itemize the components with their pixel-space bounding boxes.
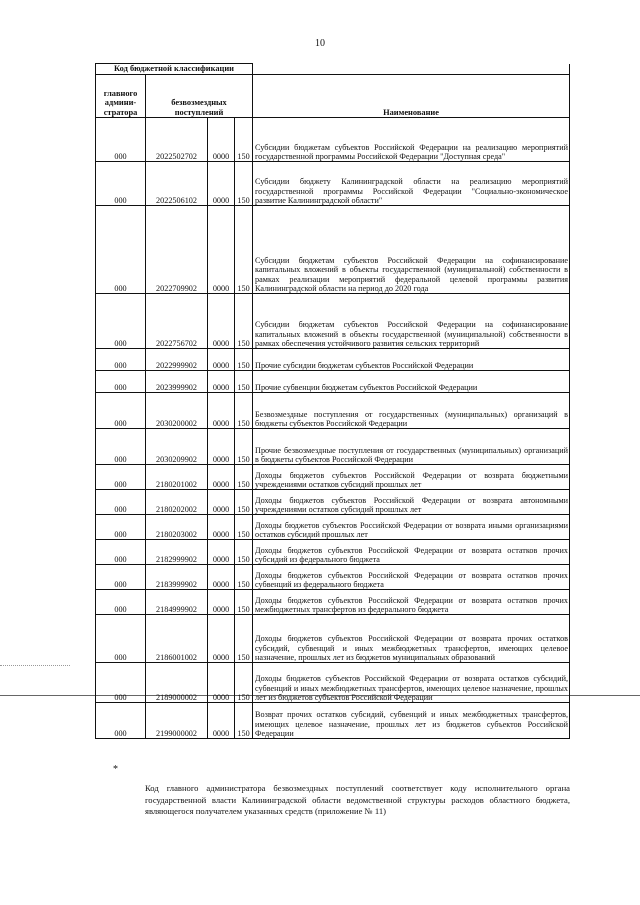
cell-receipt-code: 2182999902 [146,540,208,565]
cell-subtype-code: 0000 [208,663,235,703]
cell-kosgu-code: 150 [235,703,253,739]
cell-name: Доходы бюджетов субъектов Российской Федерации от возврата прочих остатков субсидий, субвенций и иных межбюджетных трансфертов, имеющих целевое назначение, прошлых лет из бюджетов муниципальных образований [253,615,570,663]
table-row [96,663,570,703]
cell-subtype-code: 0000 [208,540,235,565]
cell-subtype-code: 0000 [208,206,235,294]
cell-name: Доходы бюджетов субъектов Российской Федерации от возврата автономными учреждениями остатков субсидий прошлых лет [253,490,570,515]
cell-admin-code: 000 [96,540,146,565]
cell-admin-code: 000 [96,294,146,349]
cell-name: Безвозмездные поступления от государственных (муниципальных) организаций в бюджеты субъектов Российской Федерации [253,393,570,429]
table-row [96,540,570,565]
cell-subtype-code: 0000 [208,590,235,615]
cell-receipt-code: 2023999902 [146,371,208,393]
col-header-name: Наименование [253,75,570,118]
header-spacer [253,64,570,75]
cell-kosgu-code: 150 [235,590,253,615]
cell-subtype-code: 0000 [208,371,235,393]
cell-receipt-code: 2186001002 [146,615,208,663]
cell-kosgu-code: 150 [235,515,253,540]
cell-subtype-code: 0000 [208,162,235,206]
cell-kosgu-code: 150 [235,371,253,393]
table-row [96,294,570,349]
table-row [96,371,570,393]
cell-kosgu-code: 150 [235,565,253,590]
cell-name: Доходы бюджетов субъектов Российской Федерации от возврата иными организациями остатков субсидий прошлых лет [253,515,570,540]
cell-name: Возврат прочих остатков субсидий, субвенций и иных межбюджетных трансфертов, имеющих целевое назначение, прошлых лет из бюджетов субъектов Российской Федерации [253,703,570,739]
table-row [96,590,570,615]
cell-subtype-code: 0000 [208,565,235,590]
cell-kosgu-code: 150 [235,465,253,490]
cell-receipt-code: 2180203002 [146,515,208,540]
cell-receipt-code: 2189000002 [146,663,208,703]
table-row [96,465,570,490]
cell-name: Прочие субвенции бюджетам субъектов Российской Федерации [253,371,570,393]
cell-admin-code: 000 [96,490,146,515]
cell-admin-code: 000 [96,515,146,540]
cell-name: Прочие субсидии бюджетам субъектов Российской Федерации [253,349,570,371]
cell-receipt-code: 2022756702 [146,294,208,349]
cell-receipt-code: 2022502702 [146,118,208,162]
table-row [96,515,570,540]
table-row [96,162,570,206]
cell-receipt-code: 2022506102 [146,162,208,206]
cell-receipt-code: 2030209902 [146,429,208,465]
cell-admin-code: 000 [96,565,146,590]
cell-receipt-code: 2199000002 [146,703,208,739]
cell-subtype-code: 0000 [208,615,235,663]
cell-admin-code: 000 [96,162,146,206]
cell-name: Доходы бюджетов субъектов Российской Федерации от возврата бюджетными учреждениями остатков субсидий прошлых лет [253,465,570,490]
cell-receipt-code: 2030200002 [146,393,208,429]
cell-receipt-code: 2183999902 [146,565,208,590]
cell-admin-code: 000 [96,663,146,703]
cell-name: Доходы бюджетов субъектов Российской Федерации от возврата остатков прочих субвенций из федерального бюджета [253,565,570,590]
cell-receipt-code: 2184999902 [146,590,208,615]
cell-admin-code: 000 [96,349,146,371]
budget-classification-table [95,63,570,739]
cell-kosgu-code: 150 [235,206,253,294]
table-row [96,118,570,162]
cell-admin-code: 000 [96,590,146,615]
footnote-mark: * [113,764,118,775]
cell-name: Доходы бюджетов субъектов Российской Федерации от возврата остатков субсидий, субвенций и иных межбюджетных трансфертов, имеющих целевое назначение, прошлых лет из бюджетов субъектов Российской Федерации [253,663,570,703]
cell-name: Субсидии бюджету Калининградской области на реализацию мероприятий государственной программы Российской Федерации "Социально-экономическое развитие Калининградской области" [253,162,570,206]
cell-name: Прочие безвозмездные поступления от государственных (муниципальных) организаций в бюджеты субъектов Российской Федерации [253,429,570,465]
col-header-receipts: безвозмездных поступлений [146,75,253,118]
col-header-admin: главного админи-стратора [96,75,146,118]
table-row [96,206,570,294]
cell-admin-code: 000 [96,465,146,490]
table-row [96,565,570,590]
cell-receipt-code: 2022709902 [146,206,208,294]
cell-kosgu-code: 150 [235,490,253,515]
cell-receipt-code: 2180201002 [146,465,208,490]
cell-receipt-code: 2022999902 [146,349,208,371]
cell-name: Субсидии бюджетам субъектов Российской Федерации на софинансирование капитальных вложений в объекты государственной (муниципальной) собственности в рамках реализации мероприятий федеральной целевой программы развития Калининградской области на период до 2020 года [253,206,570,294]
cell-subtype-code: 0000 [208,490,235,515]
cell-kosgu-code: 150 [235,118,253,162]
budget-classification-table-wrap [95,63,569,739]
table-row [96,393,570,429]
table-row [96,429,570,465]
footnote-text: Код главного администратора безвозмездных поступлений соответствует коду исполнительного органа государственной власти Калининградской области ведомственной структуры расходов областного бюджета, являющегося получателем указанных средств (приложение № 11) [145,783,570,817]
cell-kosgu-code: 150 [235,162,253,206]
table-body [96,118,570,739]
cell-kosgu-code: 150 [235,349,253,371]
table-row [96,490,570,515]
table-row [96,615,570,663]
cell-kosgu-code: 150 [235,294,253,349]
cell-subtype-code: 0000 [208,349,235,371]
scan-fold-dots [0,665,70,666]
cell-admin-code: 000 [96,703,146,739]
cell-kosgu-code: 150 [235,615,253,663]
cell-kosgu-code: 150 [235,429,253,465]
cell-subtype-code: 0000 [208,294,235,349]
cell-name: Субсидии бюджетам субъектов Российской Федерации на софинансирование капитальных вложений в объекты государственной (муниципальной) собственности в рамках обеспечения устойчивого развития сельских территорий [253,294,570,349]
cell-subtype-code: 0000 [208,703,235,739]
cell-admin-code: 000 [96,118,146,162]
cell-admin-code: 000 [96,371,146,393]
cell-subtype-code: 0000 [208,429,235,465]
cell-admin-code: 000 [96,393,146,429]
cell-admin-code: 000 [96,615,146,663]
cell-admin-code: 000 [96,206,146,294]
cell-name: Доходы бюджетов субъектов Российской Федерации от возврата остатков прочих субсидий из федерального бюджета [253,540,570,565]
cell-subtype-code: 0000 [208,118,235,162]
cell-kosgu-code: 150 [235,540,253,565]
table-row [96,349,570,371]
cell-name: Доходы бюджетов субъектов Российской Федерации от возврата остатков прочих межбюджетных трансфертов из федерального бюджета [253,590,570,615]
table-row [96,703,570,739]
cell-subtype-code: 0000 [208,515,235,540]
cell-kosgu-code: 150 [235,393,253,429]
cell-subtype-code: 0000 [208,465,235,490]
page-number: 10 [315,38,325,49]
cell-subtype-code: 0000 [208,393,235,429]
cell-name: Субсидии бюджетам субъектов Российской Федерации на реализацию мероприятий государственной программы Российской Федерации "Доступная среда" [253,118,570,162]
cell-receipt-code: 2180202002 [146,490,208,515]
cell-kosgu-code: 150 [235,663,253,703]
cell-admin-code: 000 [96,429,146,465]
group-header: Код бюджетной классификации [96,64,253,75]
